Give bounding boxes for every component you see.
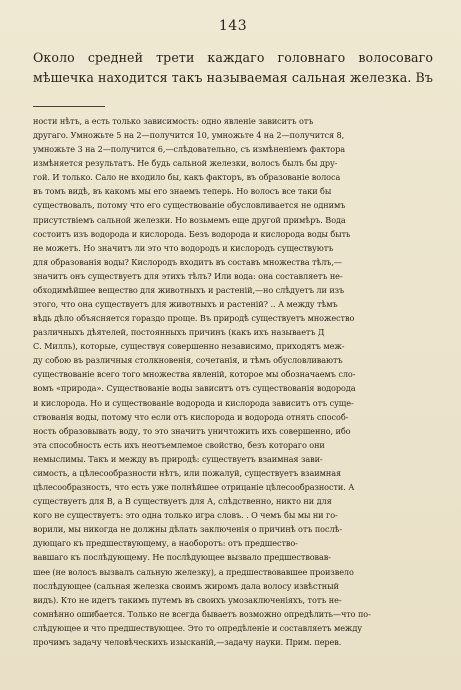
- footnote-line: цѣлесообразность, что есть уже полнѣйшее отрицаніе цѣлесообразности. А: [33, 482, 355, 493]
- footnote-line: не можетъ. Но значитъ ли это что водородъ и кислородъ существуютъ: [33, 242, 334, 253]
- footnote-separator: [33, 106, 105, 107]
- footnote-line: для образованія воды? Кислородъ входитъ въ составъ множества тѣлъ,—: [33, 256, 342, 267]
- footnote-line: дующаго къ предшествующему, а наоборотъ: отъ предшество-: [33, 538, 298, 549]
- page-number: 143: [218, 18, 248, 34]
- footnote-line: различныхъ дѣятелей, постоянныхъ причинъ (какъ ихъ называетъ Д: [33, 327, 325, 338]
- footnote-line: присутствіемъ сальной железки. Но возьмемъ еще другой примѣръ. Вода: [33, 214, 346, 225]
- footnote-line: существовалъ, потому что его существованіе обусловливается не однимъ: [33, 200, 346, 211]
- footnote-line: шее (не волосъ вызвалъ сальную железку), а предшествовавшее произвело: [33, 566, 354, 577]
- footnote-line: вѣдь дѣло объясняется гораздо проще. Въ природѣ существуетъ множество: [33, 313, 355, 324]
- footnote-line: видъ). Кто не идетъ такимъ путемъ въ своихъ умозаключеніяхъ, тотъ не-: [33, 594, 342, 605]
- footnote-line: послѣдующее (сальная железка своимъ жиромъ дала волосу извѣстный: [33, 580, 339, 591]
- footnote-line: умножьте 3 на 2—получится 6,—слѣдовательно, съ измѣненіемъ фактора: [33, 144, 345, 155]
- footnote-line: существуетъ для В, а В существуетъ для А, слѣдственно, никто ни для: [33, 496, 332, 507]
- footnote-line: ворили, мы никогда не должны дѣлать заключенія о причинѣ отъ послѣ-: [33, 524, 343, 535]
- footnote-line: существованіе всего того множества явленій, которое мы обозначаемъ сло-: [33, 369, 356, 380]
- main-paragraph: Около средней трети каждаго головнаго волосоваго мѣшечка находится такъ называемая сальная железка. Въ: [33, 50, 434, 85]
- footnote-line: обходимѣйшее вещество для животныхъ и растеній,—но слѣдуетъ ли изъ: [33, 284, 345, 295]
- footnote-line: ность образовывать воду, то это значитъ уничтожить ихъ совершенно, ибо: [33, 425, 351, 436]
- footnote-line: вавшаго къ послѣдующему. Не послѣдующее вызвало предшествовав-: [33, 552, 331, 563]
- footnote-line: гой. И только. Сало не входило бы, какъ факторъ, въ образованіе волоса: [33, 172, 341, 183]
- translator-footnote: [33, 114, 433, 649]
- footnote-line: кого не существуетъ: это одна только игра словъ. . О чемъ бы мы ни го-: [33, 510, 338, 521]
- footnote-line: измѣняется результатъ. Не будь сальной железки, волосъ былъ бы дру-: [33, 158, 338, 169]
- footnote-line: этого, что она существуетъ для животныхъ и растеній? .. А между тѣмъ: [33, 299, 338, 310]
- footnote-line: сомнѣнно ошибается. Только не всегда бываетъ возможно опредѣлить—что по-: [33, 608, 371, 619]
- footnote-line: ности нѣтъ, а есть только зависимость: одно явленіе зависитъ отъ: [33, 116, 314, 126]
- footnote-line: симость, а цѣлесообразности нѣтъ, или пожалуй, существуетъ взаимная: [33, 467, 342, 478]
- footnote-line: слѣдующее и что предшествующее. Это то опредѣленіе и составляетъ между: [33, 622, 362, 633]
- footnote-line: прочимъ задачу человѣческихъ изысканій,—задачу науки. Прим. перев.: [33, 636, 342, 647]
- footnote-line: эта способность есть ихъ неотъемлемое свойство, безъ котораго они: [33, 439, 325, 450]
- footnote-line: значитъ онъ существуетъ для этихъ тѣлъ? Или вода: она составляетъ не-: [33, 270, 343, 281]
- footnote-line: состоитъ изъ водорода и кислорода. Безъ водорода и кислорода воды быть: [33, 228, 351, 239]
- footnote-line: ствованія воды, потому что если отъ кислорода и водорода отнять способ-: [33, 411, 349, 422]
- footnote-line: и кислорода. Но и существованіе водорода и кислорода зависитъ отъ суще-: [33, 397, 354, 408]
- footnote-line: вомъ «природа». Существованіе воды зависитъ отъ существованія водорода: [33, 383, 356, 394]
- footnote-line: ду собою въ различныя столкновенія, сочетанія, и тѣмъ обусловливаютъ: [33, 355, 343, 366]
- footnote-line: другаго. Умножьте 5 на 2—получится 10, умножьте 4 на 2—получится 8,: [33, 130, 345, 141]
- footnote-line: немыслимы. Такъ и между въ природѣ: существуетъ взаимная зави-: [33, 453, 323, 464]
- footnote-line: С. Милль), которые, существуя совершенно независимо, приходятъ меж-: [33, 341, 345, 352]
- footnote-line: въ томъ видѣ, въ какомъ мы его знаемъ теперь. Но волосъ все таки бы: [33, 186, 332, 197]
